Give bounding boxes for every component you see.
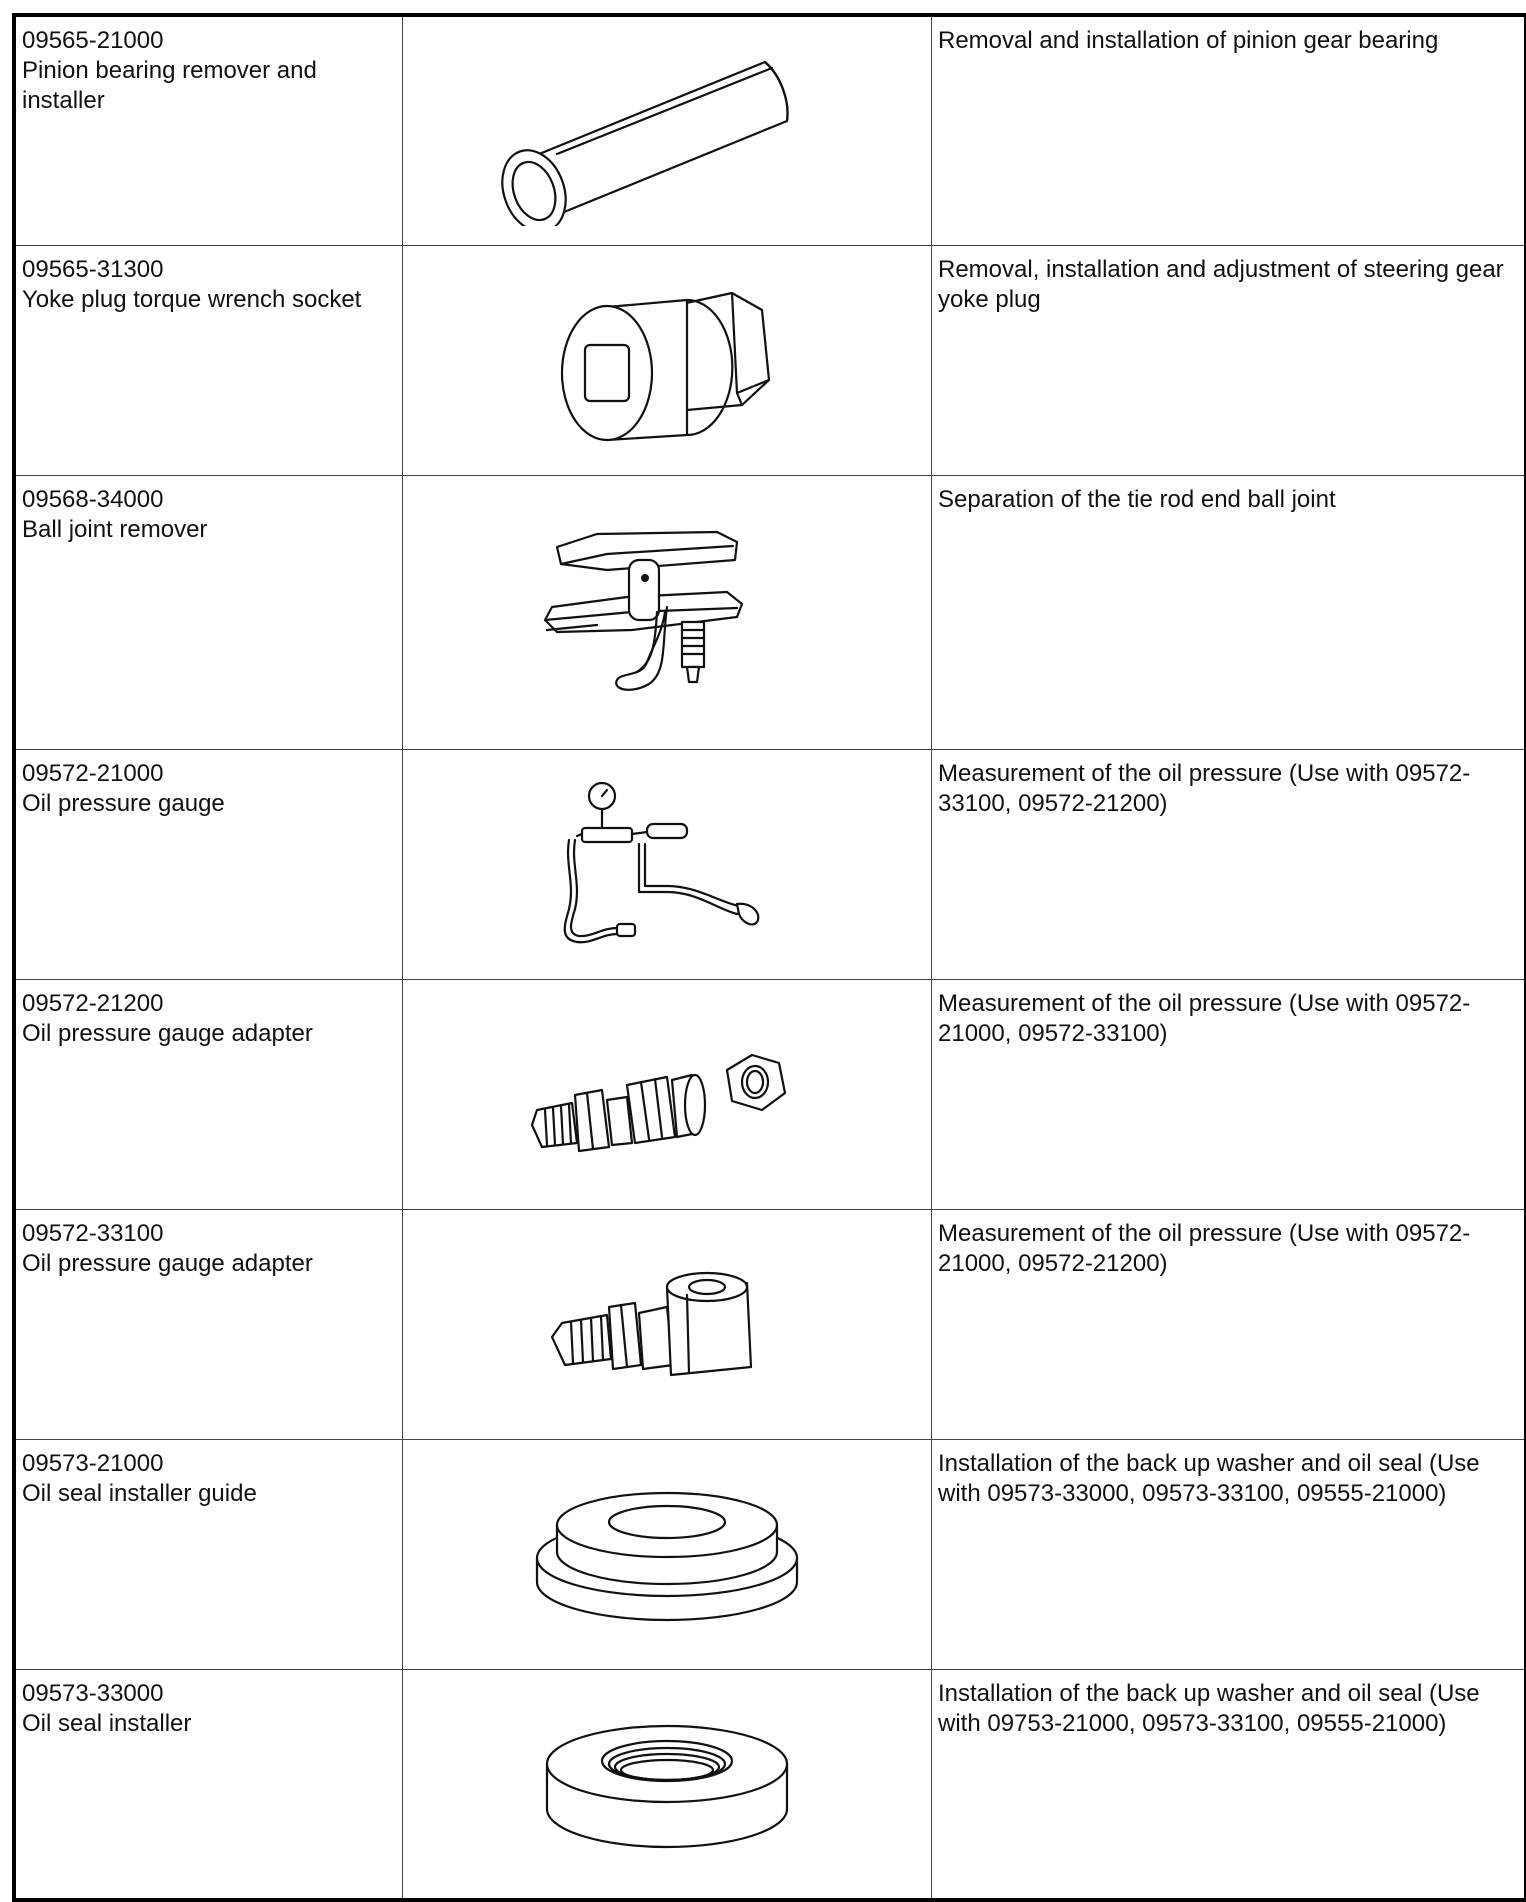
tool-description: Measurement of the oil pressure (Use with 09572-21000, 09572-33100) bbox=[932, 979, 1526, 1209]
table-row bbox=[14, 1440, 1526, 1670]
tool-name: Ball joint remover bbox=[22, 515, 208, 543]
tool-description: Measurement of the oil pressure (Use with 09572-33100, 09572-21200) bbox=[932, 749, 1526, 979]
tool-number: 09572-33100 bbox=[22, 1220, 164, 1248]
tool-number: 09565-31300 bbox=[22, 255, 164, 283]
tool-illustration-cell bbox=[403, 475, 932, 749]
table-row bbox=[14, 245, 1526, 475]
seal-guide-ring-icon bbox=[517, 1480, 817, 1630]
tool-illustration-cell bbox=[403, 15, 932, 245]
tool-number: 09565-21000 bbox=[22, 27, 164, 54]
tool-id-cell bbox=[14, 749, 403, 979]
special-tools-table bbox=[12, 13, 1526, 1902]
tool-id-cell bbox=[14, 475, 403, 749]
tool-description: Separation of the tie rod end ball joint bbox=[932, 475, 1526, 749]
tool-name: Pinion bearing remover and installer bbox=[22, 57, 317, 114]
tool-number: 09572-21200 bbox=[22, 989, 164, 1017]
table-row bbox=[14, 1670, 1526, 1900]
banjo-adapter-icon bbox=[537, 1255, 797, 1395]
tool-number: 09572-21000 bbox=[22, 759, 164, 787]
tool-illustration-cell bbox=[403, 1670, 932, 1900]
tool-illustration-cell bbox=[403, 749, 932, 979]
tool-id-cell bbox=[14, 1670, 403, 1900]
tool-id-cell bbox=[14, 1210, 403, 1440]
pressure-gauge-icon bbox=[547, 774, 787, 954]
tool-id-cell bbox=[14, 979, 403, 1209]
tool-description: Installation of the back up washer and oil seal (Use with 09573-33000, 09573-33100, 09555-21000) bbox=[932, 1440, 1526, 1670]
tool-name: Oil pressure gauge adapter bbox=[22, 1250, 313, 1278]
tool-name: Oil pressure gauge bbox=[22, 789, 225, 817]
tool-description: Removal, installation and adjustment of steering gear yoke plug bbox=[932, 245, 1526, 475]
tool-number: 09573-33000 bbox=[22, 1680, 164, 1708]
table-row bbox=[14, 979, 1526, 1209]
tool-description: Removal and installation of pinion gear bearing bbox=[932, 15, 1526, 245]
threaded-ring-icon bbox=[527, 1709, 807, 1859]
tool-description: Measurement of the oil pressure (Use with 09572-21000, 09572-21200) bbox=[932, 1210, 1526, 1440]
hex-socket-icon bbox=[537, 265, 797, 455]
tool-illustration-cell bbox=[403, 1440, 932, 1670]
tool-id-cell bbox=[14, 15, 403, 245]
tool-name: Oil seal installer bbox=[22, 1710, 192, 1738]
tool-name: Oil pressure gauge adapter bbox=[22, 1019, 313, 1047]
tool-name: Yoke plug torque wrench socket bbox=[22, 285, 362, 313]
tool-illustration-cell bbox=[403, 1210, 932, 1440]
pipe-tube-icon bbox=[487, 36, 847, 226]
tool-illustration-cell bbox=[403, 245, 932, 475]
table-row bbox=[14, 475, 1526, 749]
tool-illustration-cell bbox=[403, 979, 932, 1209]
tool-id-cell bbox=[14, 1440, 403, 1670]
table-row bbox=[14, 749, 1526, 979]
tool-number: 09568-34000 bbox=[22, 485, 164, 513]
tool-name: Oil seal installer guide bbox=[22, 1480, 257, 1508]
table-row bbox=[14, 1210, 1526, 1440]
tool-id-cell bbox=[14, 245, 403, 475]
tool-description: Installation of the back up washer and oil seal (Use with 09753-21000, 09573-33100, 09555-21000) bbox=[932, 1670, 1526, 1900]
tool-number: 09573-21000 bbox=[22, 1450, 164, 1478]
threaded-adapter-nut-icon bbox=[517, 1025, 817, 1165]
ball-joint-puller-icon bbox=[537, 512, 797, 712]
table-row bbox=[14, 15, 1526, 245]
